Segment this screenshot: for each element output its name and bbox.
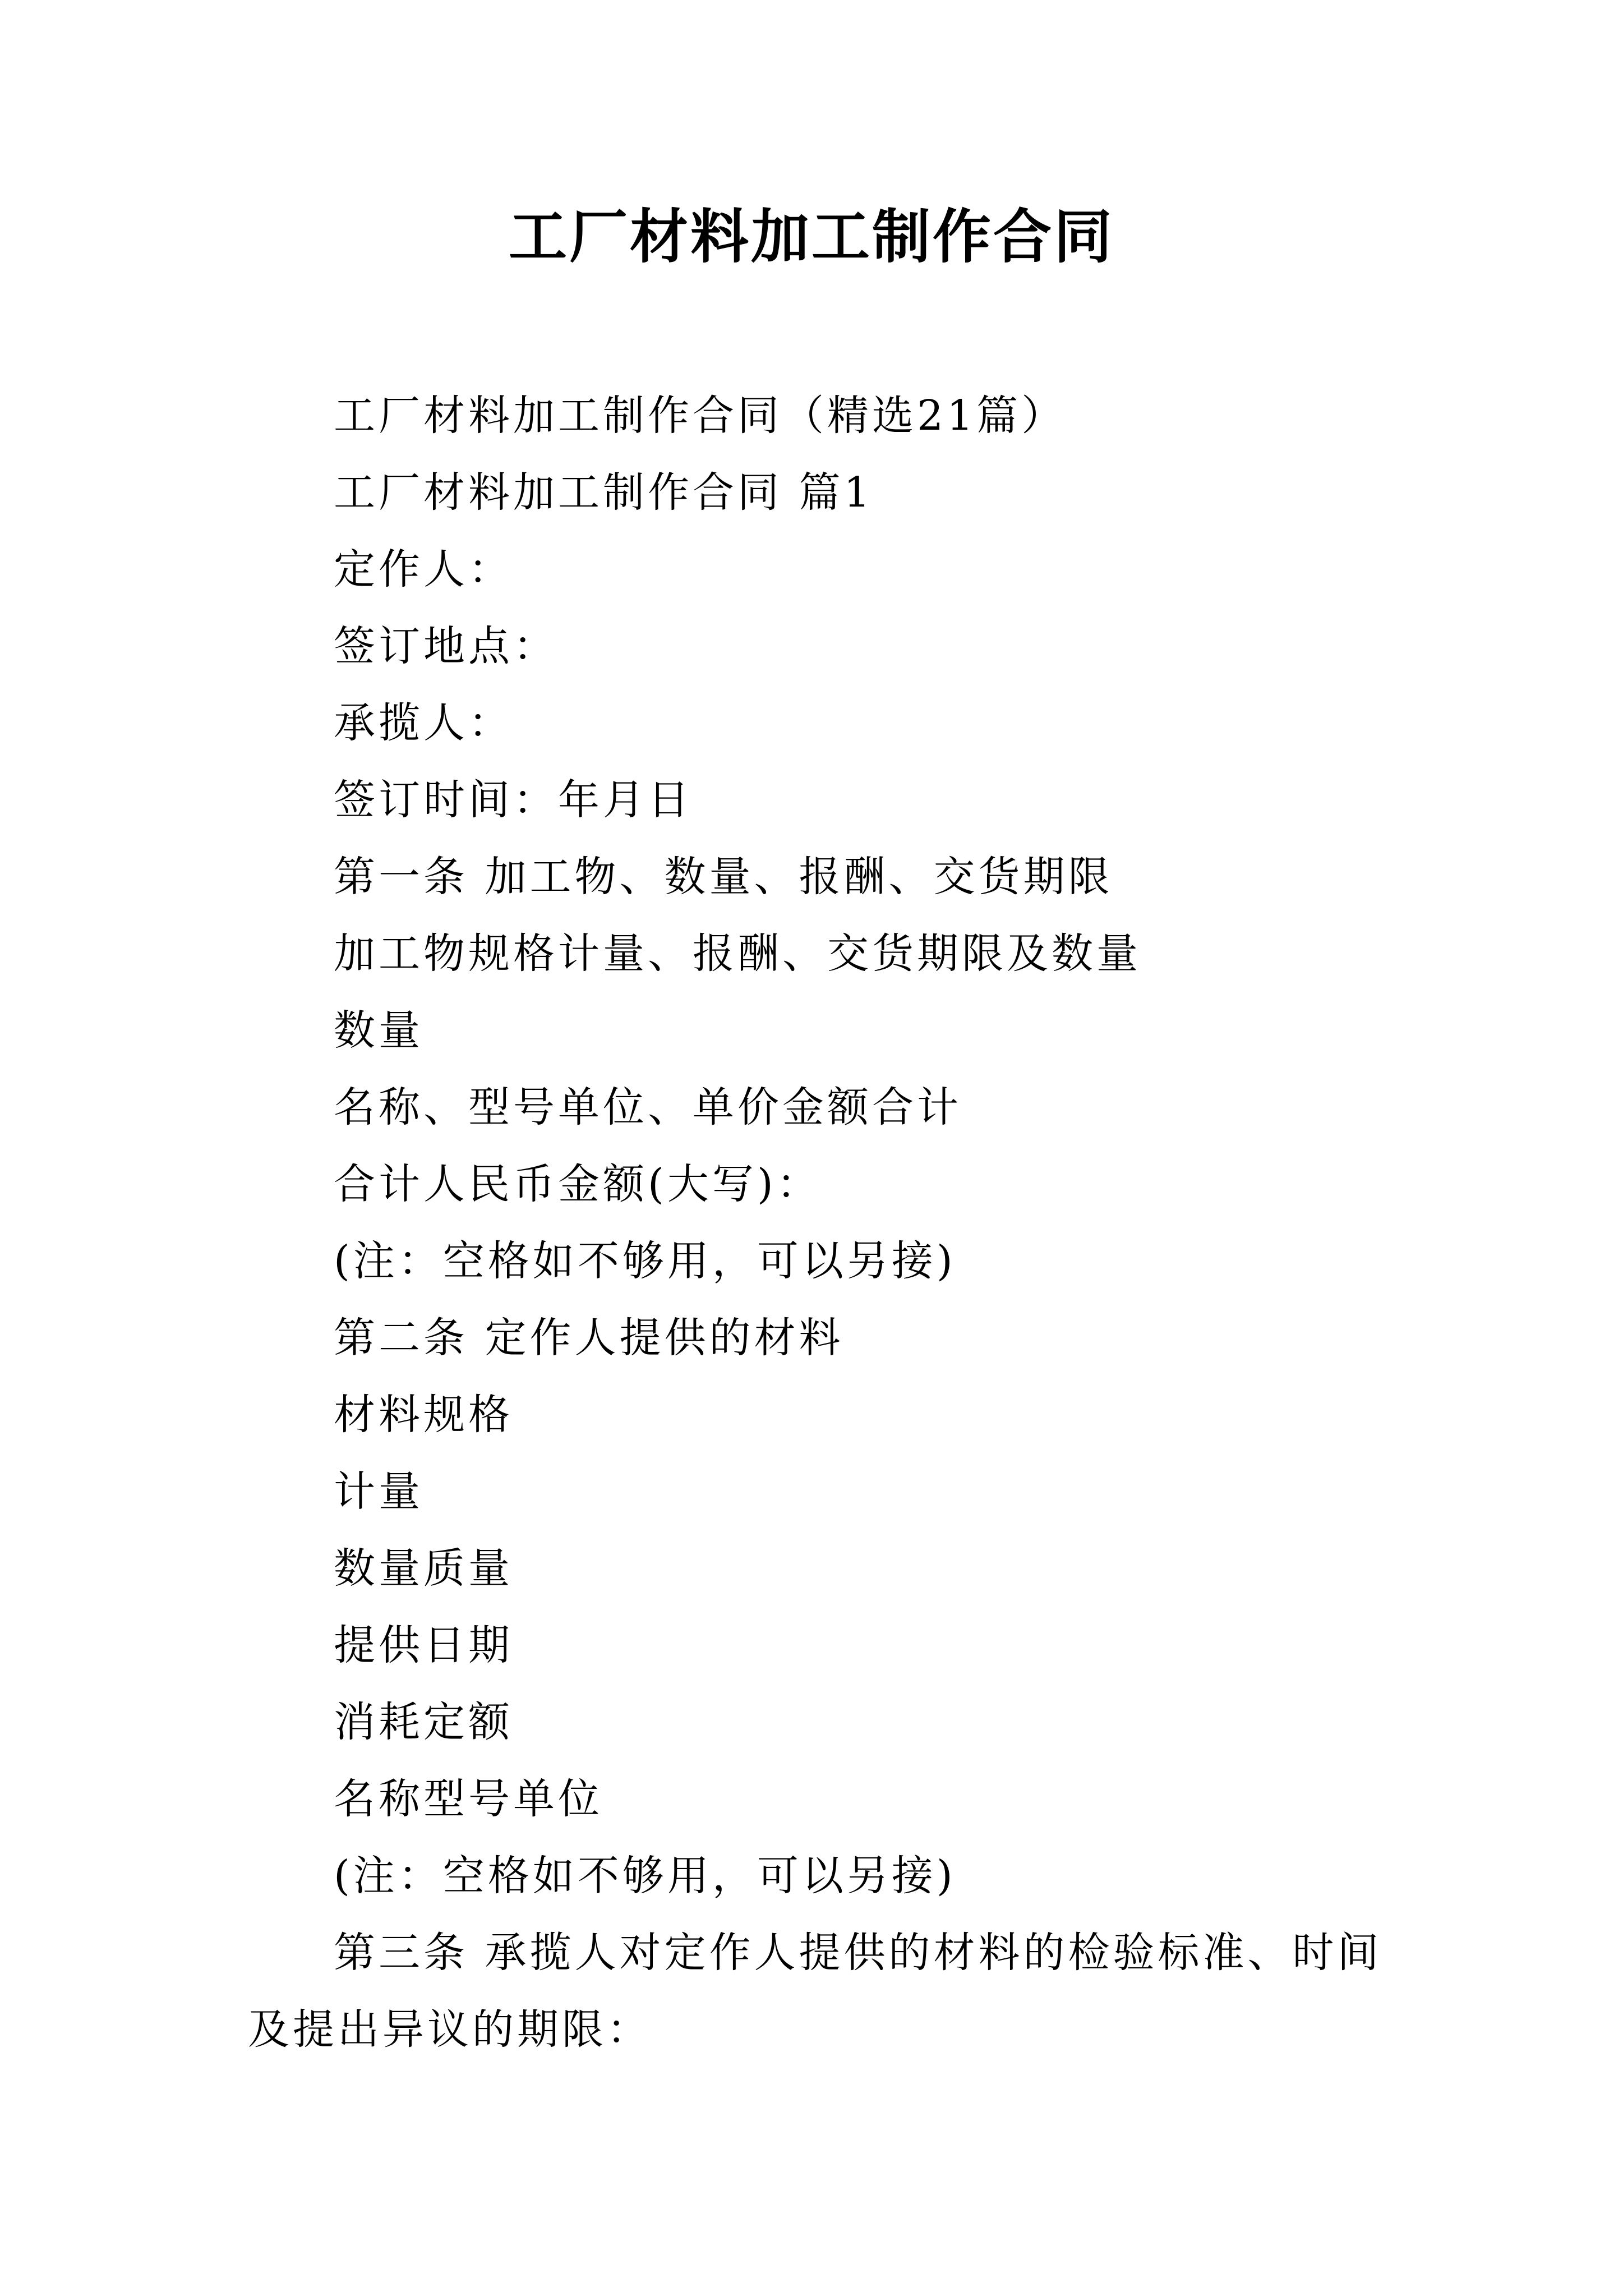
- paragraph-line: 数量: [334, 1006, 423, 1055]
- paragraph-line-continuation: 及提出异议的期限：: [248, 2005, 652, 2054]
- paragraph-line: 合计人民币金额(大写)：: [334, 1160, 822, 1208]
- paragraph-line: 第三条 承揽人对定作人提供的材料的检验标准、时间: [334, 1929, 1382, 1977]
- paragraph-line: 计量: [334, 1467, 423, 1516]
- paragraph-line: 名称、型号单位、单价金额合计: [334, 1083, 962, 1131]
- paragraph-line: 工厂材料加工制作合同 篇1: [334, 468, 874, 517]
- paragraph-line: 工厂材料加工制作合同（精选21篇）: [334, 392, 1067, 440]
- paragraph-line: 材料规格: [334, 1391, 513, 1439]
- paragraph-line: 签订地点：: [334, 622, 558, 670]
- paragraph-line: 承揽人：: [334, 699, 513, 747]
- paragraph-line: 加工物规格计量、报酬、交货期限及数量: [334, 930, 1141, 978]
- paragraph-line: 名称型号单位: [334, 1775, 603, 1823]
- paragraph-line: (注：空格如不够用，可以另接): [334, 1852, 956, 1900]
- paragraph-line: 定作人：: [334, 545, 513, 593]
- document-title: 工厂材料加工制作合同: [508, 202, 1114, 271]
- paragraph-line: 第二条 定作人提供的材料: [334, 1314, 844, 1362]
- paragraph-line: 消耗定额: [334, 1698, 513, 1746]
- paragraph-line: 签订时间：年月日: [334, 776, 693, 824]
- paragraph-line: 第一条 加工物、数量、报酬、交货期限: [334, 853, 1113, 901]
- paragraph-line: 提供日期: [334, 1621, 513, 1669]
- paragraph-line: (注：空格如不够用，可以另接): [334, 1237, 956, 1285]
- paragraph-line: 数量质量: [334, 1544, 513, 1593]
